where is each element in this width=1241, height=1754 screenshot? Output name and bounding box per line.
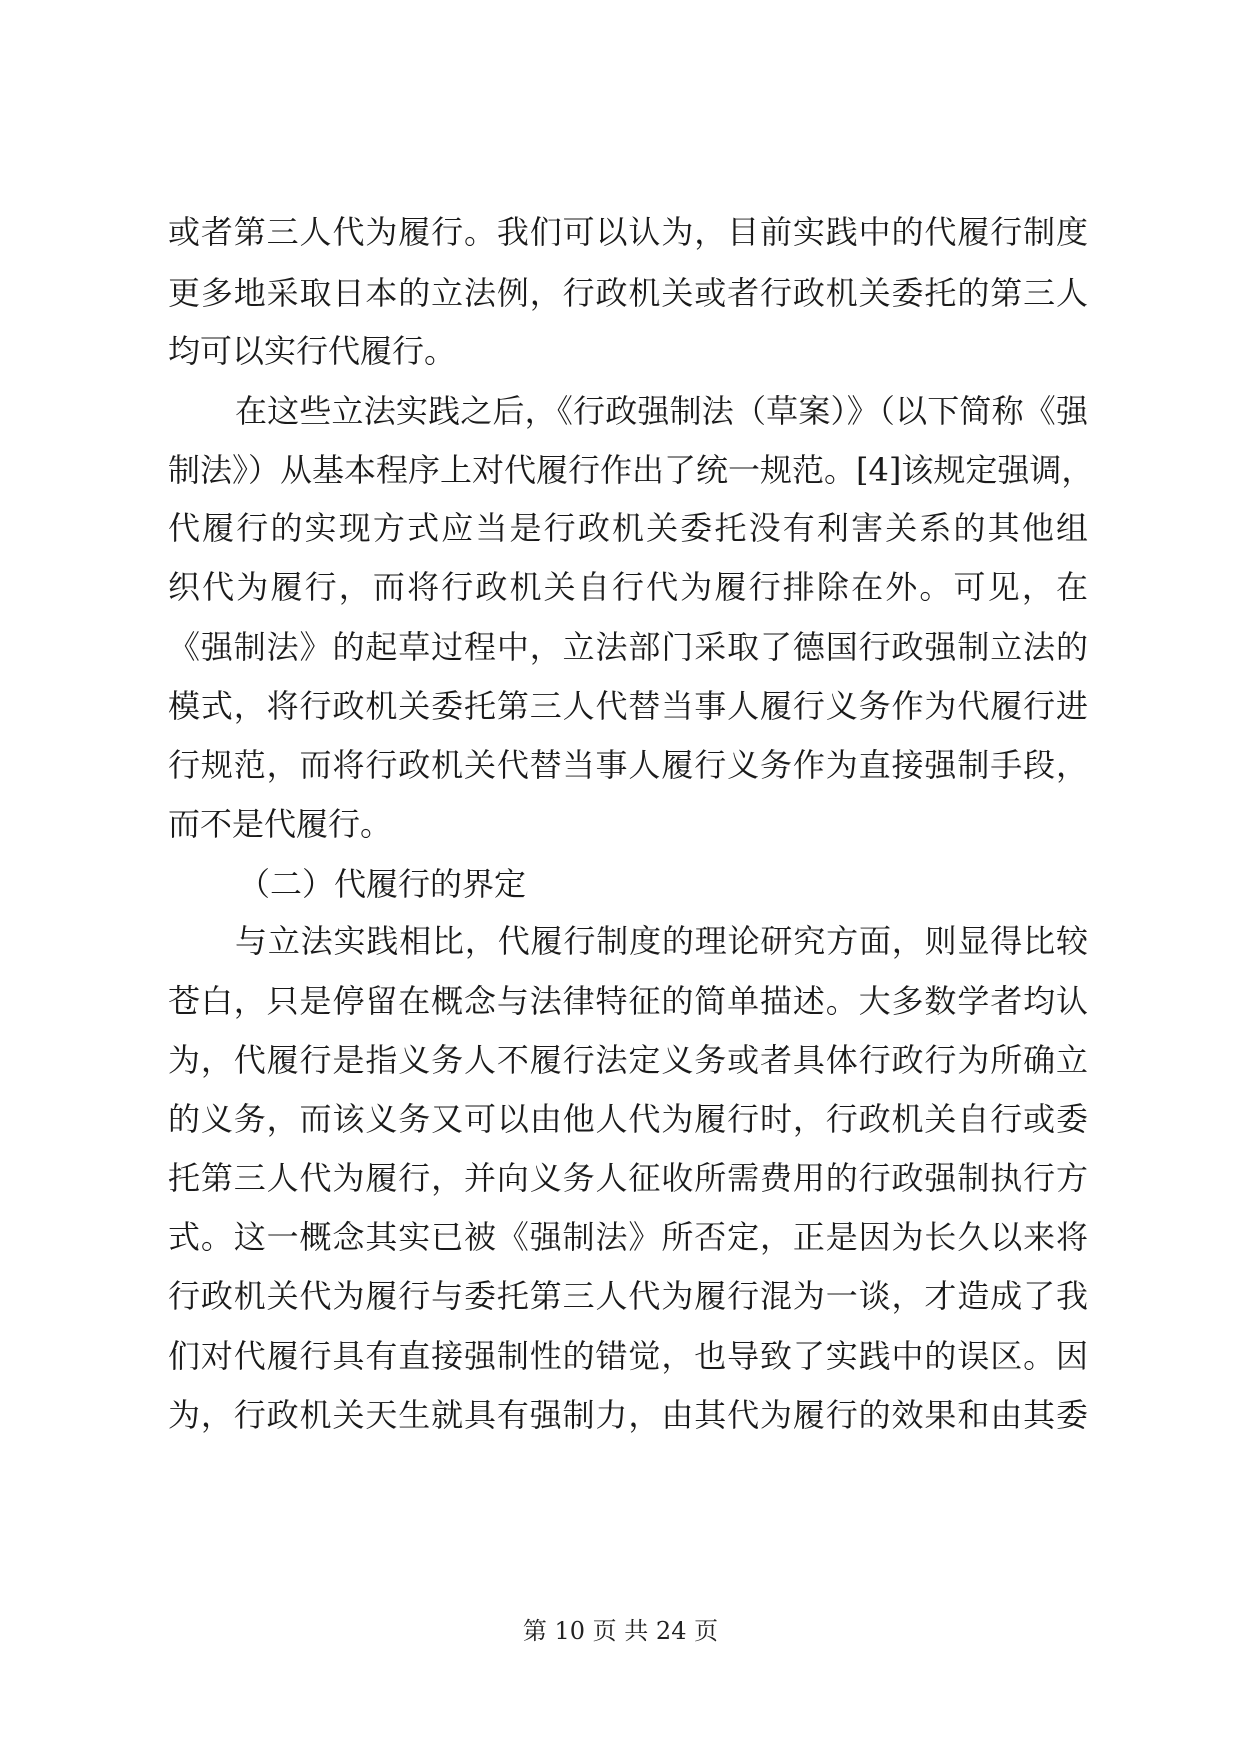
page-number-footer: 第 10 页 共 24 页 — [522, 1617, 719, 1645]
body-text-line: 与立法实践相比，代履行制度的理论研究方面，则显得比较 — [235, 922, 1088, 960]
body-text-line: 托第三人代为履行，并向义务人征收所需费用的行政强制执行方 — [168, 1159, 1088, 1197]
body-text-line: 制法》）从基本程序上对代履行作出了统一规范。[4]该规定强调， — [168, 451, 1094, 489]
body-text-line: 而不是代履行。 — [168, 805, 393, 843]
body-text-line: 苍白，只是停留在概念与法律特征的简单描述。大多数学者均认 — [168, 982, 1088, 1020]
body-text-line: 均可以实行代履行。 — [168, 332, 457, 370]
body-text-line: 的义务，而该义务又可以由他人代为履行时，行政机关自行或委 — [168, 1100, 1088, 1138]
body-text-line: 为，行政机关天生就具有强制力，由其代为履行的效果和由其委 — [168, 1396, 1088, 1434]
body-text-line: 行规范，而将行政机关代替当事人履行义务作为直接强制手段， — [168, 746, 1088, 784]
body-text-line: 模式，将行政机关委托第三人代替当事人履行义务作为代履行进 — [168, 687, 1088, 725]
body-text-line: 为，代履行是指义务人不履行法定义务或者具体行政行为所确立 — [168, 1041, 1088, 1079]
body-text-line: 式。这一概念其实已被《强制法》所否定，正是因为长久以来将 — [168, 1218, 1088, 1256]
body-text-line: 《强制法》的起草过程中，立法部门采取了德国行政强制立法的 — [168, 628, 1088, 666]
body-text-line: 更多地采取日本的立法例，行政机关或者行政机关委托的第三人 — [168, 274, 1088, 312]
body-text-line: 代履行的实现方式应当是行政机关委托没有利害关系的其他组 — [168, 509, 1088, 547]
body-text-line: 们对代履行具有直接强制性的错觉，也导致了实践中的误区。因 — [168, 1337, 1088, 1375]
section-heading: （二）代履行的界定 — [238, 865, 527, 903]
body-text-line: 在这些立法实践之后，《行政强制法（草案）》（以下简称《强 — [235, 392, 1088, 430]
body-text-line: 行政机关代为履行与委托第三人代为履行混为一谈，才造成了我 — [168, 1277, 1088, 1315]
body-text-line: 织代为履行，而将行政机关自行代为履行排除在外。可见，在 — [168, 568, 1088, 606]
body-text-line: 或者第三人代为履行。我们可以认为，目前实践中的代履行制度 — [168, 213, 1088, 251]
